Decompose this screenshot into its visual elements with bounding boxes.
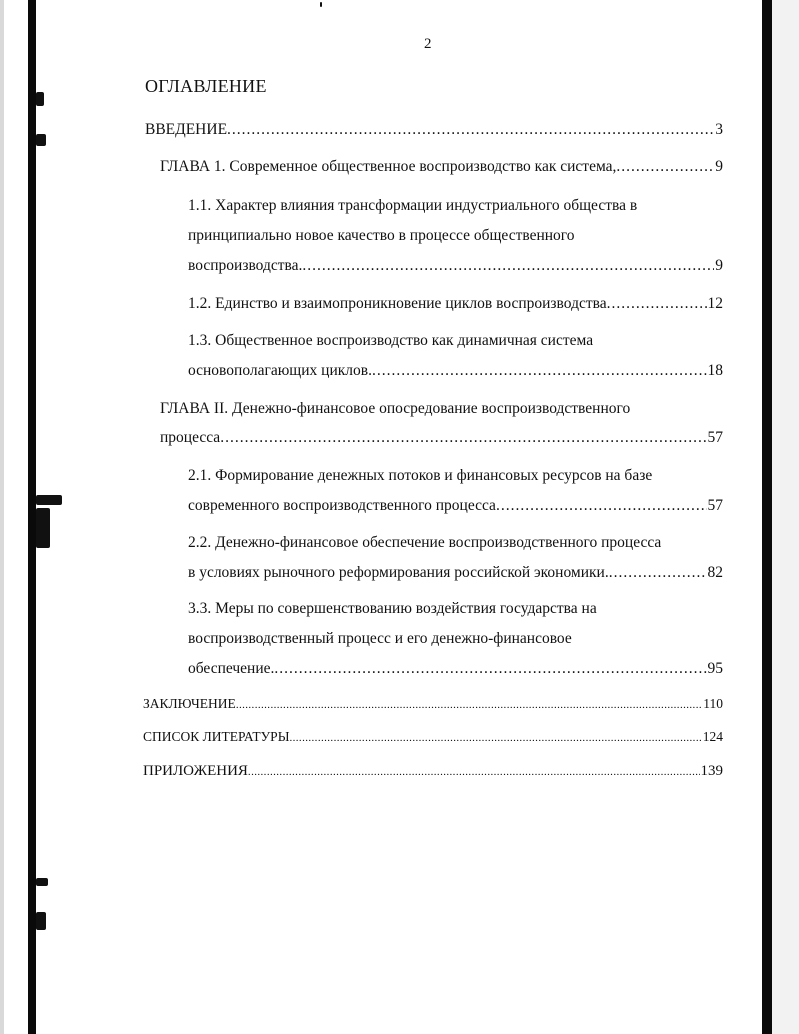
toc-entry-section-1-3[interactable] bbox=[188, 361, 723, 381]
toc-entry-label: современного воспроизводственного процесса bbox=[188, 497, 496, 514]
toc-entry-label: 1.2. Единство и взаимопроникновение циклов воспроизводства bbox=[188, 295, 607, 312]
scan-speck bbox=[36, 134, 46, 146]
toc-entry-label: в условиях рыночного реформирования российской экономики. bbox=[188, 564, 609, 581]
toc-entry-section-2-2[interactable] bbox=[188, 563, 723, 583]
scan-edge-left bbox=[0, 0, 4, 1034]
scan-border-left bbox=[28, 0, 36, 1034]
toc-title: ОГЛАВЛЕНИЕ bbox=[145, 76, 267, 96]
toc-entry-label: ГЛАВА 1. Современное общественное воспроизводство как система, bbox=[160, 158, 617, 175]
scan-speck bbox=[36, 495, 62, 505]
toc-entry-section-1-1[interactable] bbox=[188, 256, 723, 276]
leader-dots bbox=[616, 157, 714, 177]
toc-entry-section-1-2[interactable] bbox=[188, 294, 723, 314]
toc-entry-line: 2.1. Формирование денежных потоков и финансовых ресурсов на базе bbox=[188, 467, 653, 484]
leader-dots bbox=[220, 428, 706, 448]
toc-entry-intro[interactable] bbox=[145, 120, 723, 140]
leader-dots bbox=[372, 361, 707, 381]
toc-entry-page: 18 bbox=[707, 362, 723, 379]
toc-entry-label: обеспечение. bbox=[188, 660, 275, 677]
toc-entry-chapter-2[interactable] bbox=[160, 428, 723, 448]
scan-speck bbox=[36, 912, 46, 930]
scan-speck bbox=[36, 508, 50, 548]
leader-dots bbox=[289, 728, 701, 748]
toc-entry-page: 139 bbox=[700, 763, 723, 779]
toc-entry-page: 57 bbox=[707, 429, 723, 446]
toc-entry-chapter-1[interactable] bbox=[160, 157, 723, 177]
toc-entry-conclusion[interactable] bbox=[143, 694, 723, 715]
toc-entry-line: 3.3. Меры по совершенствованию воздействия государства на bbox=[188, 600, 597, 617]
scan-border-right bbox=[762, 0, 772, 1034]
toc-entry-line: 2.2. Денежно-финансовое обеспечение воспроизводственного процесса bbox=[188, 534, 662, 551]
scan-speck bbox=[36, 92, 44, 106]
toc-entry-line: принципиально новое качество в процессе общественного bbox=[188, 227, 575, 244]
toc-entry-line: воспроизводственный процесс и его денежно-финансовое bbox=[188, 630, 572, 647]
leader-dots bbox=[274, 659, 706, 679]
toc-entry-section-2-1[interactable] bbox=[188, 496, 723, 516]
scan-edge-right bbox=[772, 0, 799, 1034]
toc-entry-label: ПРИЛОЖЕНИЯ bbox=[143, 763, 248, 779]
toc-entry-page: 124 bbox=[702, 729, 723, 744]
toc-entry-line: 1.1. Характер влияния трансформации индустриального общества в bbox=[188, 197, 638, 214]
toc-entry-label: СПИСОК ЛИТЕРАТУРЫ bbox=[143, 729, 290, 744]
toc-entry-line: 1.3. Общественное воспроизводство как динамичная система bbox=[188, 332, 594, 349]
toc-entry-section-3-3[interactable] bbox=[188, 659, 723, 679]
toc-entry-line: ГЛАВА II. Денежно-финансовое опосредование воспроизводственного bbox=[160, 400, 631, 417]
leader-dots bbox=[609, 563, 707, 583]
toc-entry-page: 9 bbox=[715, 257, 723, 274]
leader-dots bbox=[227, 120, 714, 140]
toc-entry-page: 95 bbox=[707, 660, 723, 677]
toc-entry-appendices[interactable] bbox=[143, 761, 723, 782]
toc-entry-page: 110 bbox=[703, 696, 723, 711]
toc-entry-page: 12 bbox=[707, 295, 723, 312]
toc-entry-label: воспроизводства. bbox=[188, 257, 303, 274]
toc-entry-label: основополагающих циклов. bbox=[188, 362, 372, 379]
page-number: 2 bbox=[424, 36, 432, 52]
toc-entry-page: 3 bbox=[715, 121, 723, 138]
toc-entry-label: ЗАКЛЮЧЕНИЕ bbox=[143, 696, 236, 711]
leader-dots bbox=[236, 695, 702, 715]
toc-entry-references[interactable] bbox=[143, 727, 723, 748]
scan-speck bbox=[36, 878, 48, 886]
toc-entry-page: 57 bbox=[707, 497, 723, 514]
leader-dots bbox=[302, 256, 714, 276]
toc-entry-label: ВВЕДЕНИЕ bbox=[145, 121, 228, 138]
scan-speck bbox=[320, 2, 322, 7]
toc-entry-label: процесса bbox=[160, 429, 221, 446]
leader-dots bbox=[607, 294, 707, 314]
toc-entry-page: 9 bbox=[715, 158, 723, 175]
leader-dots bbox=[496, 496, 707, 516]
leader-dots bbox=[248, 762, 700, 782]
toc-entry-page: 82 bbox=[707, 564, 723, 581]
